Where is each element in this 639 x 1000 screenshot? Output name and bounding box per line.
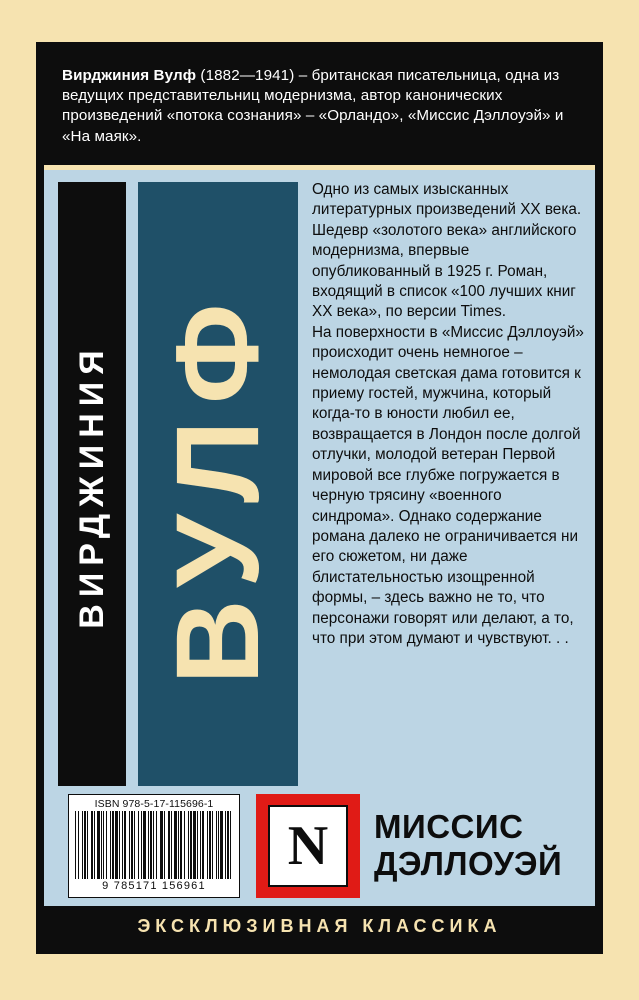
author-blurb (44, 50, 595, 165)
barcode-digits: 9 785171 156961 (102, 880, 206, 892)
author-blurb-rest: (1882—1941) – британская писательница, одна из ведущих представительниц модернизма, автор канонических произведений «потока сознания» – «Орландо», «Миссис Дэллоуэй» и «На маяк». (62, 67, 564, 145)
publisher-monogram: N (268, 805, 348, 887)
cover-middle (44, 170, 595, 802)
author-last-name-block (138, 182, 298, 790)
barcode (68, 794, 240, 898)
book-title (374, 798, 574, 894)
book-description (312, 180, 584, 649)
barcode-bars (73, 811, 235, 879)
author-last-name: ВУЛФ (152, 287, 284, 685)
series-name: ЭКСКЛЮЗИВНАЯ КЛАССИКА (44, 906, 595, 946)
author-first-name-block (58, 182, 126, 790)
isbn-text: ISBN 978-5-17-115696-1 (94, 798, 214, 810)
author-first-name: ВИРДЖИНИЯ (73, 343, 111, 629)
publisher-logo (256, 794, 360, 898)
cover-inner (44, 50, 595, 946)
cover-bottom (44, 786, 595, 946)
description-paragraph-2: На поверхности в «Миссис Дэллоуэй» происходит очень немногое – немолодая светская дама готовится к приему гостей, мужчина, который когда-то в юности любил ее, возвращается в Лондон после долгой отлучки, молодой ветеран Первой мировой все глубже погружается в черную трясину «военного синдрома». Однако содержание романа далеко не ограничивается ни его сюжетом, ни даже блистательностью изощренной формы, – здесь важно не то, что персонажи говорят или делают, а то, что при этом думают и чувствуют. . . (312, 323, 584, 647)
description-paragraph-1: Одно из самых изысканных литературных произведений XX века. Шедевр «золотого века» английского модернизма, впервые опубликованный в 1925 г. Роман, входящий в список «100 лучших книг XX века», по версии Times. (312, 181, 582, 321)
book-title-line-2: ДЭЛЛОУЭЙ (374, 845, 563, 882)
book-title-line-1: МИССИС (374, 808, 524, 846)
cover-frame (36, 42, 603, 954)
author-blurb-name: Вирджиния Вулф (62, 67, 197, 84)
